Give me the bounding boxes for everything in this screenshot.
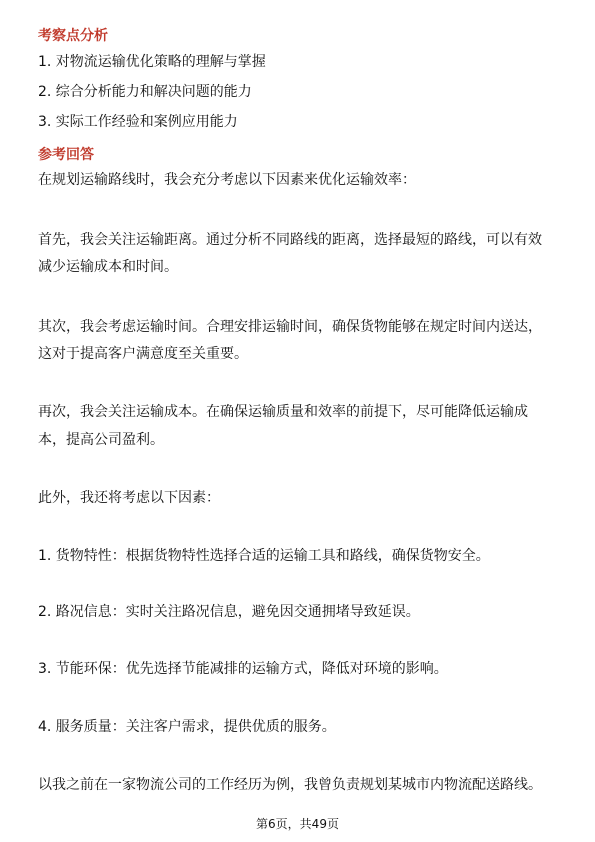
- analysis-heading: 考察点分析: [38, 28, 108, 44]
- answer-line-5: 这对于提高客户满意度至关重要。: [38, 346, 248, 362]
- answer-line-13: 以我之前在一家物流公司的工作经历为例，我曾负责规划某城市内物流配送路线。: [38, 777, 542, 793]
- answer-line-2: 首先，我会关注运输距离。通过分析不同路线的距离，选择最短的路线，可以有效: [38, 232, 542, 248]
- answer-line-8: 此外，我还将考虑以下因素：: [38, 490, 220, 506]
- answer-line-7: 本，提高公司盈利。: [38, 432, 164, 448]
- answer-line-1: 在规划运输路线时，我会充分考虑以下因素来优化运输效率：: [38, 172, 416, 188]
- analysis-item-2: 2. 综合分析能力和解决问题的能力: [38, 84, 252, 100]
- page-number: 第6页，共49页: [256, 817, 339, 831]
- answer-line-3: 减少运输成本和时间。: [38, 259, 178, 275]
- answer-line-11: 3. 节能环保：优先选择节能减排的运输方式，降低对环境的影响。: [38, 661, 448, 677]
- answer-line-9: 1. 货物特性：根据货物特性选择合适的运输工具和路线，确保货物安全。: [38, 548, 490, 564]
- answer-line-10: 2. 路况信息：实时关注路况信息，避免因交通拥堵导致延误。: [38, 604, 420, 620]
- answer-heading: 参考回答: [38, 147, 94, 163]
- answer-line-12: 4. 服务质量：关注客户需求，提供优质的服务。: [38, 719, 336, 735]
- answer-line-4: 其次，我会考虑运输时间。合理安排运输时间，确保货物能够在规定时间内送达，: [38, 319, 542, 335]
- analysis-item-1: 1. 对物流运输优化策略的理解与掌握: [38, 54, 266, 70]
- answer-line-6: 再次，我会关注运输成本。在确保运输质量和效率的前提下，尽可能降低运输成: [38, 404, 528, 420]
- analysis-item-3: 3. 实际工作经验和案例应用能力: [38, 114, 238, 130]
